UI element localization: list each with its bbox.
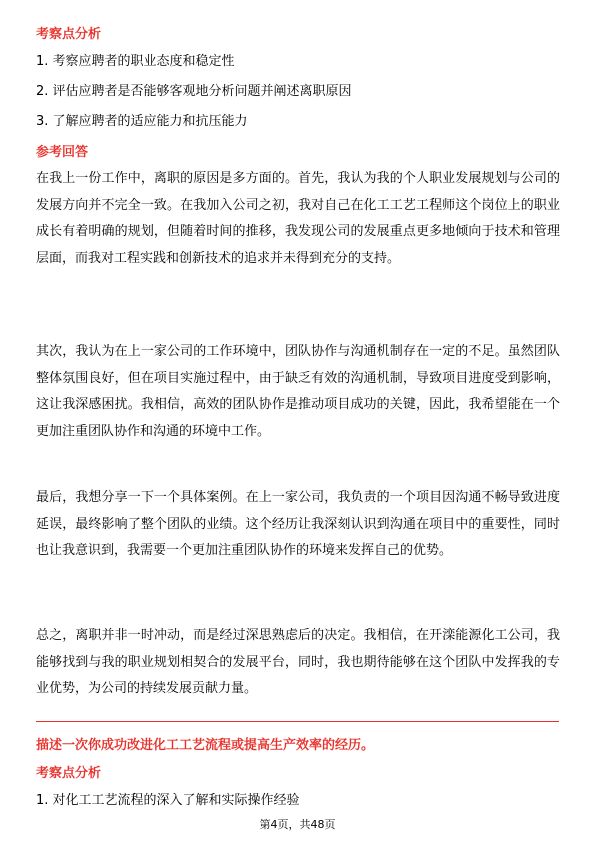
answer-paragraph: 最后，我想分享一下一个具体案例。在上一家公司，我负责的一个项目因沟通不畅导致进度延误，最终影响了整个团队的业绩。这个经历让我深刻认识到沟通在项目中的重要性，同时也让我意识到，我需要一个更加注重团队协作的环境来发挥自己的优势。 <box>36 490 560 559</box>
list-item: 2. 评估应聘者是否能够客观地分析问题并阐述离职原因 <box>36 84 352 99</box>
list-item: 1. 对化工工艺流程的深入了解和实际操作经验 <box>36 793 300 808</box>
answer-paragraph: 在我上一份工作中，离职的原因是多方面的。首先，我认为我的个人职业发展规划与公司的发展方向并不完全一致。在我加入公司之初，我对自己在化工工艺工程师这个岗位上的职业成长有着明确的规划，但随着时间的推移，我发现公司的发展重点更多地倾向于技术和管理层面，而我对工程实践和创新技术的追求并未得到充分的支持。 <box>36 171 560 266</box>
question-title: 描述一次你成功改进化工工艺流程或提高生产效率的经历。 <box>36 738 375 753</box>
section-heading-analysis: 考察点分析 <box>36 27 102 42</box>
list-item: 3. 了解应聘者的适应能力和抗压能力 <box>36 114 248 129</box>
page-footer: 第4页，共48页 <box>259 818 336 831</box>
section-divider <box>36 721 559 722</box>
answer-paragraph: 其次，我认为在上一家公司的工作环境中，团队协作与沟通机制存在一定的不足。虽然团队整体氛围良好，但在项目实施过程中，由于缺乏有效的沟通机制，导致项目进度受到影响，这让我深感困扰。我相信，高效的团队协作是推动项目成功的关键，因此，我希望能在一个更加注重团队协作和沟通的环境中工作。 <box>36 344 560 439</box>
section-heading-analysis: 考察点分析 <box>36 766 102 781</box>
section-heading-answer: 参考回答 <box>36 145 89 160</box>
answer-paragraph: 总之，离职并非一时冲动，而是经过深思熟虑后的决定。我相信，在开滦能源化工公司，我能够找到与我的职业规划相契合的发展平台，同时，我也期待能够在这个团队中发挥我的专业优势，为公司的持续发展贡献力量。 <box>36 628 560 697</box>
list-item: 1. 考察应聘者的职业态度和稳定性 <box>36 54 235 69</box>
